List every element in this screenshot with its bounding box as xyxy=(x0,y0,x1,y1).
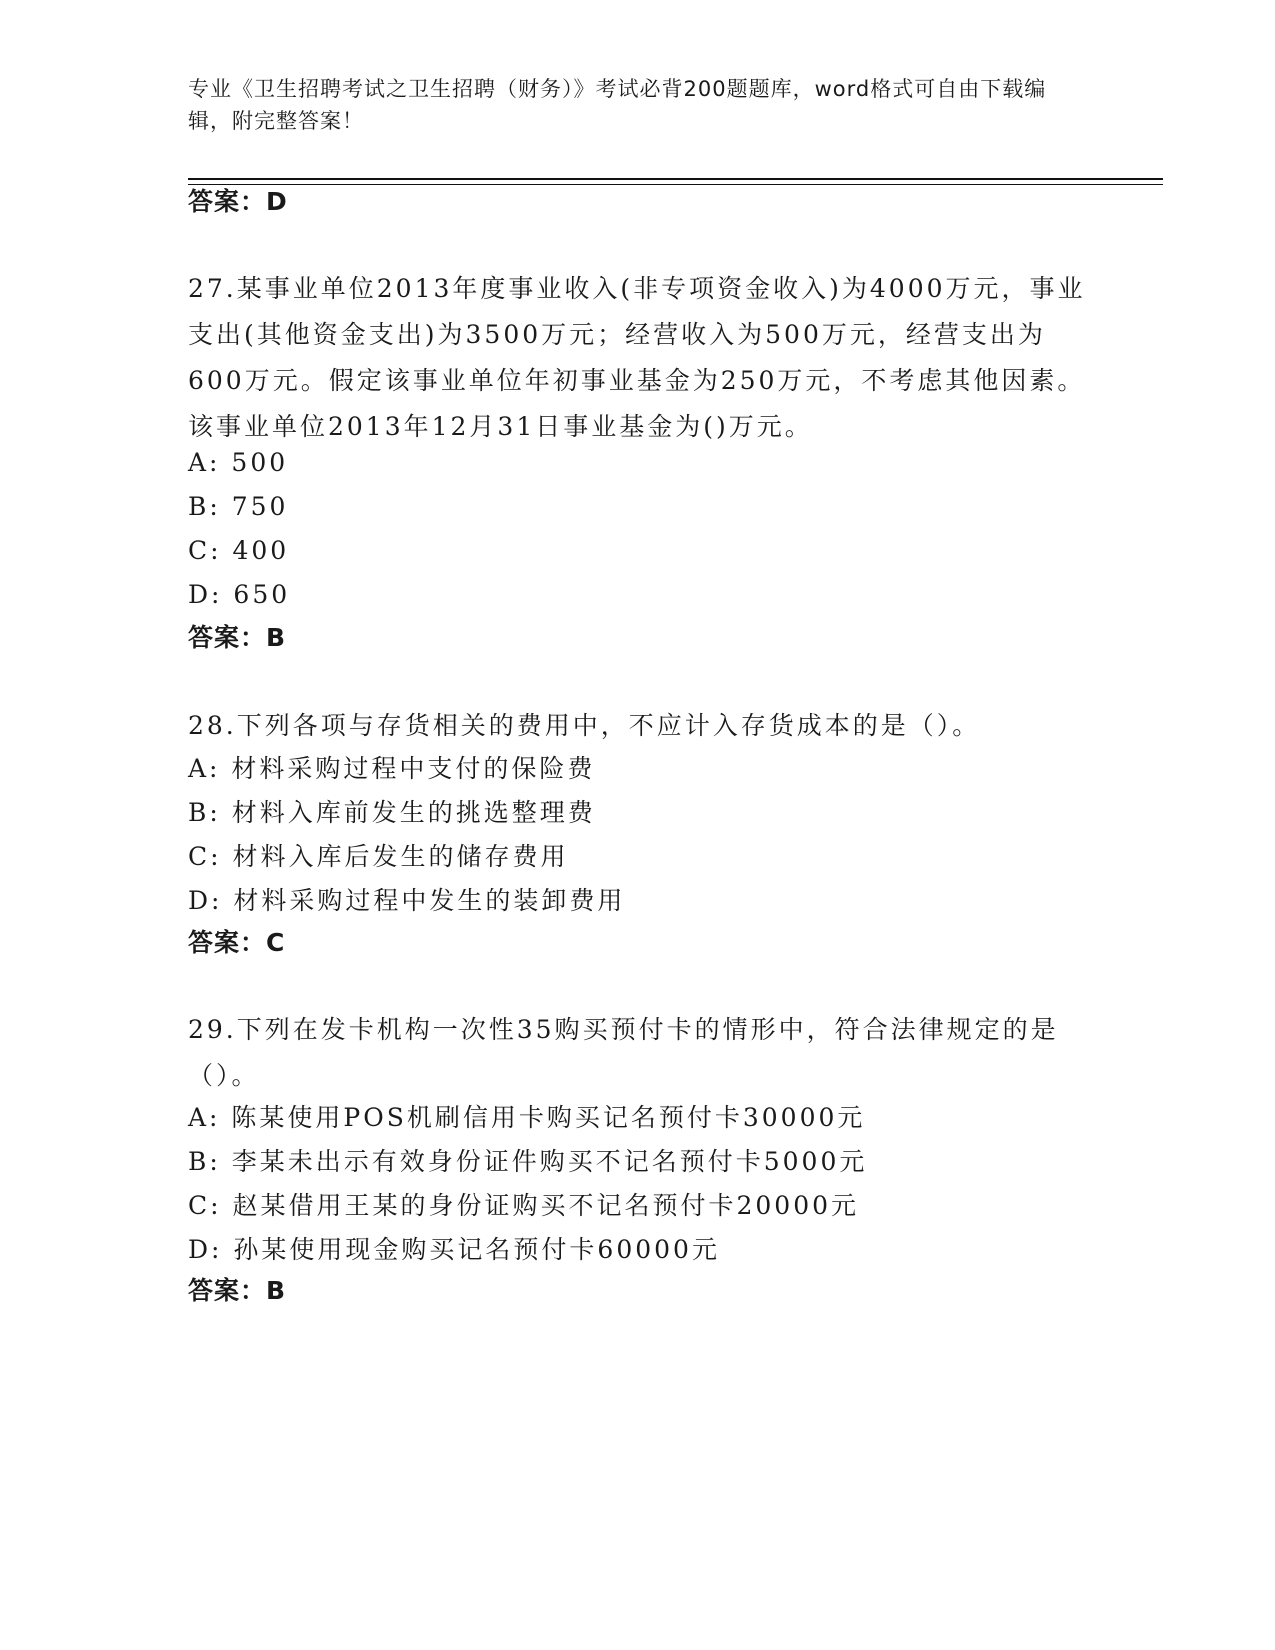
question-27-option-a: A: 500 xyxy=(188,448,289,477)
header-divider-thin xyxy=(188,184,1163,185)
question-28-answer: 答案：C xyxy=(188,928,286,957)
question-29-option-b: B: 李某未出示有效身份证件购买不记名预付卡5000元 xyxy=(188,1147,868,1176)
document-header: 专业《卫生招聘考试之卫生招聘（财务）》考试必背200题题库，word格式可自由下载编辑，附完整答案！ xyxy=(188,77,1047,133)
question-29-option-c: C: 赵某借用王某的身份证购买不记名预付卡20000元 xyxy=(188,1191,860,1220)
question-27-option-d: D: 650 xyxy=(188,580,291,609)
question-27-stem: 27.某事业单位2013年度事业收入(非专项资金收入)为4000万元，事业支出(其他资金支出)为3500万元；经营收入为500万元，经营支出为600万元。假定该事业单位年初事业基金为250万元，不考虑其他因素。该事业单位2013年12月31日事业基金为()万元。 xyxy=(188,274,1086,441)
question-29-option-a: A: 陈某使用POS机刷信用卡购买记名预付卡30000元 xyxy=(188,1103,866,1132)
question-28-option-c: C: 材料入库后发生的储存费用 xyxy=(188,842,569,871)
previous-answer: 答案：D xyxy=(188,187,288,216)
question-28-option-a: A: 材料采购过程中支付的保险费 xyxy=(188,754,596,783)
question-29-stem: 29.下列在发卡机构一次性35购买预付卡的情形中，符合法律规定的是（）。 xyxy=(188,1015,1059,1090)
question-28-stem: 28.下列各项与存货相关的费用中，不应计入存货成本的是（）。 xyxy=(188,711,981,740)
header-divider-thick xyxy=(188,178,1163,180)
question-28-option-d: D: 材料采购过程中发生的装卸费用 xyxy=(188,886,626,915)
question-27-answer: 答案：B xyxy=(188,623,287,652)
question-27-option-c: C: 400 xyxy=(188,536,290,565)
question-27-option-b: B: 750 xyxy=(188,492,289,521)
question-29-answer: 答案：B xyxy=(188,1276,287,1305)
question-29-option-d: D: 孙某使用现金购买记名预付卡60000元 xyxy=(188,1235,720,1264)
question-28-option-b: B: 材料入库前发生的挑选整理费 xyxy=(188,798,596,827)
